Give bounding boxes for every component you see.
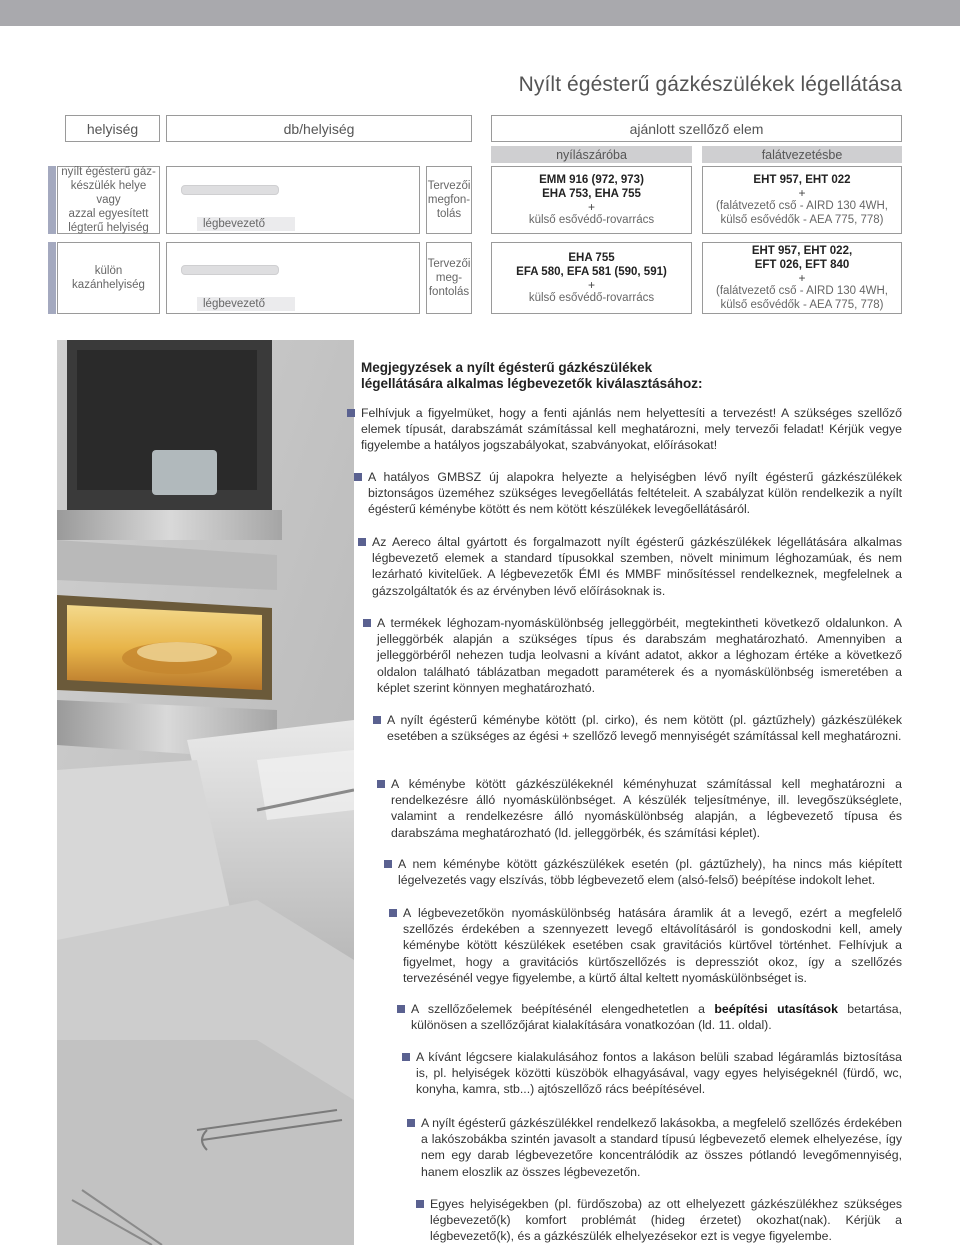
top-bar bbox=[0, 0, 960, 26]
vent-illustration bbox=[166, 166, 420, 234]
kitchen-oven-photo bbox=[57, 340, 354, 1245]
oven-illustration bbox=[57, 340, 354, 1245]
bullet-icon bbox=[397, 1005, 405, 1013]
wall-product: EHT 957, EHT 022, bbox=[751, 245, 853, 257]
note-item bbox=[416, 1049, 902, 1098]
room-line: nyílt égésterű gáz- bbox=[61, 166, 156, 178]
note-item bbox=[403, 905, 902, 986]
plus-sign: + bbox=[587, 278, 595, 292]
wall-note: külső esővédők - AEA 775, 778) bbox=[720, 214, 884, 226]
bullet-icon bbox=[354, 473, 362, 481]
vent-label: légbevezető bbox=[197, 297, 295, 311]
note-text-part: betartása, különösen a szellőzőjárat kialakítására vonatkozóan (ld. 11. oldal). bbox=[411, 1002, 902, 1033]
room-line: azzal egyesített bbox=[68, 208, 149, 220]
table-row-2-designer bbox=[426, 242, 472, 314]
row-stripe bbox=[48, 242, 56, 314]
note-text: Egyes helyiségekben (pl. fürdőszoba) az ott elhelyezett gázkészülékhez szükséges légbevezető(k) komfort problémát (hideg érzetet) okozhat(nak). Kérjük a légbevezető(k), és a gázkészülék elhelyezésekor ezt is vegye figyelembe. bbox=[430, 1197, 902, 1244]
table-row-2-room bbox=[57, 242, 160, 314]
wall-product: EFT 026, EFT 840 bbox=[754, 259, 850, 271]
page-title: Nyílt égésterű gázkészülékek légellátása bbox=[518, 73, 902, 96]
col-header-count bbox=[166, 115, 472, 142]
bullet-icon bbox=[363, 619, 371, 627]
bullet-icon bbox=[347, 409, 355, 417]
vent-slot bbox=[181, 265, 279, 275]
note-text: A légbevezetőkön nyomáskülönbség hatására áramlik át a levegő, ezért a megfelelő szellőzés érdekében a szennyezett levegő eltávolításáról is gondoskodni kell, amely kéménybe kötött készülékek esetében csak gravitációs kürtővel történhet. Felhívjuk a figyelmet, hogy a gravitációs kürtőszellőzés is depressziót okoz, így a szellőzés tervezésénél vegye figyelembe, a kürtő által keltett nyomáskülönbséget is. bbox=[403, 906, 902, 985]
notes-title-line: légellátására alkalmas légbevezetők kiválasztásához: bbox=[361, 376, 703, 391]
vent-illustration bbox=[166, 242, 420, 314]
window-product: EMM 916 (972, 973) bbox=[539, 174, 644, 186]
designer-line: meg- bbox=[435, 272, 463, 284]
bullet-icon bbox=[416, 1200, 424, 1208]
bullet-icon bbox=[389, 909, 397, 917]
note-text-part: A szellőzőelemek beépítésénél elengedhetetlen a bbox=[411, 1002, 715, 1016]
wall-note: (falátvezető cső - AIRD 130 4WH, bbox=[716, 200, 888, 212]
room-line: készülék helye vagy bbox=[70, 180, 147, 206]
note-item bbox=[398, 856, 902, 888]
bullet-icon bbox=[384, 860, 392, 868]
table-row-2-window bbox=[491, 242, 692, 314]
note-text: A nem kéménybe kötött gázkészülékek esetén (pl. gáztűzhely), ha nincs más kiépített légelvezetés vagy elszívás, több légbevezető elem (alsó-felső) beépítése indokolt lehet. bbox=[398, 857, 902, 888]
subheader-wall-label: falátvezetésbe bbox=[761, 147, 843, 162]
window-note: külső esővédő-rovarrács bbox=[528, 214, 655, 226]
plus-sign: + bbox=[798, 186, 806, 200]
table-row-1-designer bbox=[426, 166, 472, 234]
row-stripe bbox=[48, 166, 56, 234]
col-header-recommended-label: ajánlott szellőző elem bbox=[629, 120, 764, 137]
note-item bbox=[377, 615, 902, 696]
note-text: A kívánt légcsere kialakulásához fontos a lakáson belüli szabad légáramlás biztosítása is, pl. helyiségek közötti küszöbök elhagyásával, vagy egyes helyiségeknél (fürdő, wc, konyha, kamra, stb...) ajtószellőző rács beépítésével. bbox=[416, 1050, 902, 1097]
note-text: A nyílt égésterű gázkészülékkel rendelkező lakásokba, a megfelelő szellőzés érdekében a lakószobákba szintén javasolt a standard típusú légbevezető elemek elhelyezése, így nem egy darab légbevezetőre koncentrálódik az összes pótlandó levegőmennyiség, hanem eloszlik az összes légbevezetőn. bbox=[421, 1116, 902, 1179]
designer-line: megfon- bbox=[427, 194, 471, 206]
plus-sign: + bbox=[587, 200, 595, 214]
note-text: A termékek léghozam-nyomáskülönbség jelleggörbéit, megtekintheti következő oldalunkon. A jelleggörbék alapján a szükséges típus és darabszám meghatározható. Amennyiben a jelleggörbéről nehezen tudja leolvasni a kívánt adatot, akkor a léghozam értéke a következő oldalon található táblázatban megadott paraméterek és a nyomáskülönbség ismeretében a képlet szerint könnyen meghatározható. bbox=[377, 616, 902, 695]
room-line: légterű helyiség bbox=[68, 222, 149, 234]
bullet-icon bbox=[407, 1119, 415, 1127]
note-item bbox=[372, 534, 902, 599]
designer-line: fontolás bbox=[428, 286, 470, 298]
bullet-icon bbox=[358, 538, 366, 546]
note-text: A kéménybe kötött gázkészülékeknél kéményhuzat számítással kell meghatározni a rendelkezésre álló nyomáskülönbséget. A készülék teljesítménye, ill. levegőszükséglete, valamint a rendelkezésre álló nyomáskülönbség alapján, a légbevezető típusa és darabszáma meghatározható (ld. jelleggörbék, és számítási képlet). bbox=[391, 777, 902, 840]
subheader-window bbox=[491, 146, 692, 163]
note-item bbox=[411, 1001, 902, 1033]
bullet-icon bbox=[373, 716, 381, 724]
table-row-1-room bbox=[57, 166, 160, 234]
note-item bbox=[421, 1115, 902, 1180]
note-item bbox=[430, 1196, 902, 1245]
table-row-2-wall bbox=[702, 242, 902, 314]
window-product: EHA 753, EHA 755 bbox=[542, 188, 641, 200]
designer-line: tolás bbox=[436, 208, 462, 220]
note-item bbox=[368, 469, 902, 518]
room-line: kazánhelyiség bbox=[72, 279, 145, 291]
install-instructions-text: beépítési utasítások bbox=[714, 1002, 838, 1016]
window-product: EHA 755 bbox=[568, 252, 615, 264]
designer-line: Tervezői bbox=[427, 258, 471, 270]
plus-sign: + bbox=[798, 271, 806, 285]
col-header-room-label: helyiség bbox=[86, 120, 139, 137]
notes-title-line: Megjegyzések a nyílt égésterű gázkészülékek bbox=[361, 360, 653, 375]
bullet-icon bbox=[402, 1053, 410, 1061]
room-line: külön bbox=[94, 265, 123, 277]
subheader-window-label: nyílászáróba bbox=[556, 147, 627, 162]
note-item bbox=[361, 405, 902, 454]
col-header-recommended bbox=[491, 115, 902, 142]
designer-line: Tervezői bbox=[427, 180, 471, 192]
subheader-wall bbox=[702, 146, 902, 163]
note-text: A hatályos GMBSZ új alapokra helyezte a helyiségben lévő nyílt égésterű gázkészülékek biztonságos üzeméhez szükséges levegőellátás feltételeit. A szabályzat külön rendelkezik a nyílt égésterű kéménybe kötött és nem kötött készülékek levegőellátásáról. bbox=[368, 470, 902, 517]
table-row-1-wall bbox=[702, 166, 902, 234]
table-row-1-window bbox=[491, 166, 692, 234]
window-note: külső esővédő-rovarrács bbox=[528, 292, 655, 304]
note-text: Az Aereco által gyártott és forgalmazott nyílt égésterű gázkészülékek légellátására alkalmas légbevezető elemek a standard típusokkal szemben, növelt minimum léghozamúak, és nem lezárható kivitelűek. A légbevezetők ÉMI és MMBF minősítéssel rendelkeznek, megfelelnek a gázszolgáltatók és az érvényben lévő előírásoknak is. bbox=[372, 535, 902, 598]
note-text: Felhívjuk a figyelmüket, hogy a fenti ajánlás nem helyettesíti a tervezést! A szükséges szellőző elemek típusát, darabszámát számítással kell meghatározni, mely tervezői feladat! Kérjük vegye figyelembe a hatályos jogszabályokat, szabványokat, előírásokat! bbox=[361, 406, 902, 453]
window-product: EFA 580, EFA 581 (590, 591) bbox=[516, 266, 667, 278]
note-text: A nyílt égésterű kéménybe kötött (pl. cirko), és nem kötött (pl. gáztűzhely) gázkészülékek esetében a szükséges az égési + szellőző levegő mennyiségét számítással kell meghatározni. bbox=[387, 713, 902, 744]
col-header-room bbox=[65, 115, 160, 142]
note-item bbox=[391, 776, 902, 841]
col-header-count-label: db/helyiség bbox=[283, 120, 355, 137]
note-item bbox=[387, 712, 902, 744]
wall-product: EHT 957, EHT 022 bbox=[753, 174, 851, 186]
note-text bbox=[411, 1001, 902, 1033]
vent-label: légbevezető bbox=[197, 217, 295, 231]
wall-note: (falátvezető cső - AIRD 130 4WH, bbox=[716, 285, 888, 297]
notes-title bbox=[361, 360, 702, 392]
wall-note: külső esővédők - AEA 775, 778) bbox=[720, 299, 884, 311]
vent-slot bbox=[181, 185, 279, 195]
bullet-icon bbox=[377, 780, 385, 788]
